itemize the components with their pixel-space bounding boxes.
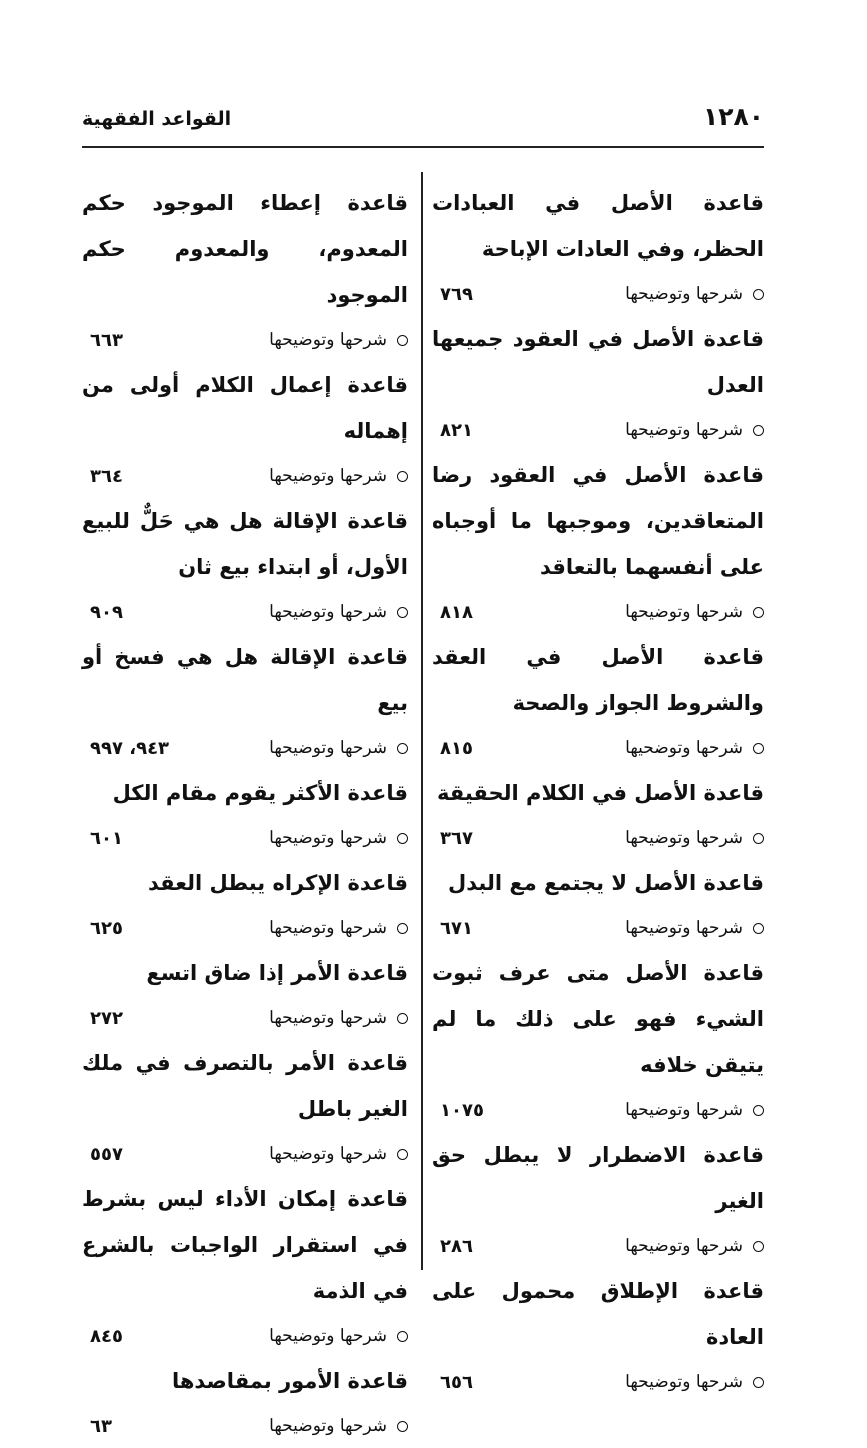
rule-title: قاعدة الإطلاق محمول على العادة (432, 1279, 764, 1349)
circle-bullet-icon (397, 607, 408, 618)
reference-label: شرحها وتوضيحها (625, 602, 743, 622)
index-entry (82, 498, 408, 634)
rule-title: قاعدة الأصل متى عرف ثبوت الشيء فهو على ذلك ما لم يتيقن خلافه (432, 961, 764, 1077)
reference-label: شرحها وتوضيحها (269, 330, 387, 350)
reference-label: شرحها وتوضيحها (269, 918, 387, 938)
rule-title: قاعدة الإقالة هل هي حَلٌّ للبيع الأول، أو ابتداء بيع ثان (82, 509, 408, 579)
index-entry (82, 950, 408, 1040)
circle-bullet-icon (397, 1013, 408, 1024)
reference-label: شرحها وتوضيحها (269, 828, 387, 848)
page-reference (432, 272, 764, 316)
reference-description (625, 1236, 764, 1256)
page-reference (432, 1088, 764, 1132)
reference-label: شرحها وتوضيحها (269, 1326, 387, 1346)
reference-description (269, 602, 408, 622)
page-reference (82, 816, 408, 860)
index-entry (432, 1132, 764, 1268)
reference-label: شرحها وتوضيحها (269, 738, 387, 758)
reference-description (625, 284, 764, 304)
rule-title: قاعدة إعطاء الموجود حكم المعدوم، والمعدوم حكم الموجود (82, 191, 408, 307)
page-numbers: ٨٢١ (440, 419, 473, 441)
circle-bullet-icon (397, 335, 408, 346)
page-numbers: ٧٦٩ (440, 283, 473, 305)
page-numbers: ٩٤٣، ٩٩٧ (90, 737, 170, 759)
rule-title: قاعدة الأصل في العقد والشروط الجواز والصحة (432, 645, 764, 715)
index-entry (82, 770, 408, 860)
rule-title: قاعدة الاضطرار لا يبطل حق الغير (432, 1143, 764, 1213)
page-numbers: ٣٦٧ (440, 827, 473, 849)
circle-bullet-icon (753, 1241, 764, 1252)
reference-label: شرحها وتوضيحها (625, 918, 743, 938)
index-entry (82, 860, 408, 950)
index-column-left (82, 180, 408, 1448)
rule-title: قاعدة الإقالة هل هي فسخ أو بيع (82, 645, 408, 715)
circle-bullet-icon (753, 607, 764, 618)
page-numbers: ٨٤٥ (90, 1325, 123, 1347)
reference-description (625, 918, 764, 938)
circle-bullet-icon (753, 1105, 764, 1116)
index-entry (82, 634, 408, 770)
circle-bullet-icon (753, 1377, 764, 1388)
reference-label: شرحها وتوضيحها (625, 1100, 743, 1120)
page-reference (82, 454, 408, 498)
page-reference (82, 1132, 408, 1176)
reference-label: شرحها وتوضيحها (269, 1144, 387, 1164)
page-reference (432, 816, 764, 860)
circle-bullet-icon (753, 833, 764, 844)
page-numbers: ٦٣ (90, 1415, 112, 1437)
index-column-right (432, 180, 764, 1404)
circle-bullet-icon (397, 1421, 408, 1432)
reference-description (269, 1326, 408, 1346)
running-title: القواعد الفقهية (82, 108, 232, 130)
reference-label: شرحها وتوضيحها (269, 466, 387, 486)
page-numbers: ٨١٨ (440, 601, 473, 623)
rule-title: قاعدة الأصل في الكلام الحقيقة (436, 781, 764, 805)
index-entry (432, 770, 764, 860)
reference-description (625, 1372, 764, 1392)
reference-description (269, 1416, 408, 1436)
rule-title: قاعدة الأصل لا يجتمع مع البدل (448, 871, 764, 895)
page-numbers: ٣٦٤ (90, 465, 123, 487)
page-reference (432, 408, 764, 452)
circle-bullet-icon (397, 471, 408, 482)
page-reference (82, 590, 408, 634)
index-entry (82, 180, 408, 362)
index-entry (432, 316, 764, 452)
rule-title: قاعدة الأصل في العقود رضا المتعاقدين، وموجبها ما أوجباه على أنفسهما بالتعاقد (432, 463, 764, 579)
circle-bullet-icon (397, 833, 408, 844)
reference-description (625, 828, 764, 848)
page-numbers: ١٠٧٥ (440, 1099, 484, 1121)
page-header (82, 100, 764, 140)
reference-description (625, 738, 764, 758)
circle-bullet-icon (753, 923, 764, 934)
circle-bullet-icon (753, 289, 764, 300)
page-numbers: ٨١٥ (440, 737, 473, 759)
index-entry (432, 452, 764, 634)
page-numbers: ٦٢٥ (90, 917, 123, 939)
page-numbers: ٦٥٦ (440, 1371, 473, 1393)
reference-description (269, 738, 408, 758)
circle-bullet-icon (397, 1331, 408, 1342)
reference-description (269, 918, 408, 938)
page-numbers: ٦٦٣ (90, 329, 123, 351)
reference-label: شرحها وتوضيحها (269, 1416, 387, 1436)
page-reference (82, 1314, 408, 1358)
column-divider (421, 172, 423, 1270)
reference-label: شرحها وتوضيحها (269, 602, 387, 622)
rule-title: قاعدة الأمر بالتصرف في ملك الغير باطل (82, 1051, 408, 1121)
reference-label: شرحها وتوضيحها (625, 828, 743, 848)
circle-bullet-icon (753, 743, 764, 754)
reference-label: شرحها وتوضيحها (625, 1236, 743, 1256)
index-entry (432, 1268, 764, 1404)
page-numbers: ٦٠١ (90, 827, 123, 849)
reference-description (269, 330, 408, 350)
page-numbers: ٥٥٧ (90, 1143, 123, 1165)
rule-title: قاعدة الإكراه يبطل العقد (148, 871, 408, 895)
rule-title: قاعدة الأصل في العقود جميعها العدل (432, 327, 764, 397)
circle-bullet-icon (397, 743, 408, 754)
page-reference (432, 1224, 764, 1268)
page-reference (82, 906, 408, 950)
reference-description (269, 828, 408, 848)
page-numbers: ٢٨٦ (440, 1235, 473, 1257)
page-reference (432, 1360, 764, 1404)
page-numbers: ٦٧١ (440, 917, 473, 939)
reference-description (269, 1008, 408, 1028)
rule-title: قاعدة إمكان الأداء ليس بشرط في استقرار الواجبات بالشرع في الذمة (82, 1187, 408, 1303)
rule-title: قاعدة الأصل في العبادات الحظر، وفي العادات الإباحة (432, 191, 764, 261)
index-entry (432, 634, 764, 770)
reference-label: شرحها وتوضيحها (625, 1372, 743, 1392)
circle-bullet-icon (397, 923, 408, 934)
index-entry (432, 950, 764, 1132)
index-entry (82, 1040, 408, 1176)
page-reference (432, 906, 764, 950)
index-entry (82, 362, 408, 498)
page-reference (82, 996, 408, 1040)
rule-title: قاعدة الأمر إذا ضاق اتسع (146, 961, 408, 985)
reference-label: شرحها وتوضيحها (625, 420, 743, 440)
page-reference (432, 726, 764, 770)
rule-title: قاعدة إعمال الكلام أولى من إهماله (82, 373, 408, 443)
page-numbers: ٢٧٢ (90, 1007, 123, 1029)
reference-description (269, 1144, 408, 1164)
page-reference (82, 318, 408, 362)
reference-description (269, 466, 408, 486)
rule-title: قاعدة الأمور بمقاصدها (171, 1369, 408, 1393)
reference-label: شرحها وتوضيحها (269, 1008, 387, 1028)
page-numbers: ٩٠٩ (90, 601, 123, 623)
rule-title: قاعدة الأكثر يقوم مقام الكل (112, 781, 408, 805)
index-entry (432, 180, 764, 316)
page-reference (82, 726, 408, 770)
index-entry (82, 1176, 408, 1358)
reference-label: شرحها وتوضيحها (625, 284, 743, 304)
index-entry (432, 860, 764, 950)
reference-description (625, 602, 764, 622)
reference-label: شرحها وتوضحيها (625, 738, 743, 758)
page-reference (432, 590, 764, 634)
reference-description (625, 420, 764, 440)
page-number: ١٢٨٠ (702, 102, 764, 131)
circle-bullet-icon (397, 1149, 408, 1160)
reference-description (625, 1100, 764, 1120)
header-rule (82, 146, 764, 148)
page-reference (82, 1404, 408, 1448)
circle-bullet-icon (753, 425, 764, 436)
index-entry (82, 1358, 408, 1448)
